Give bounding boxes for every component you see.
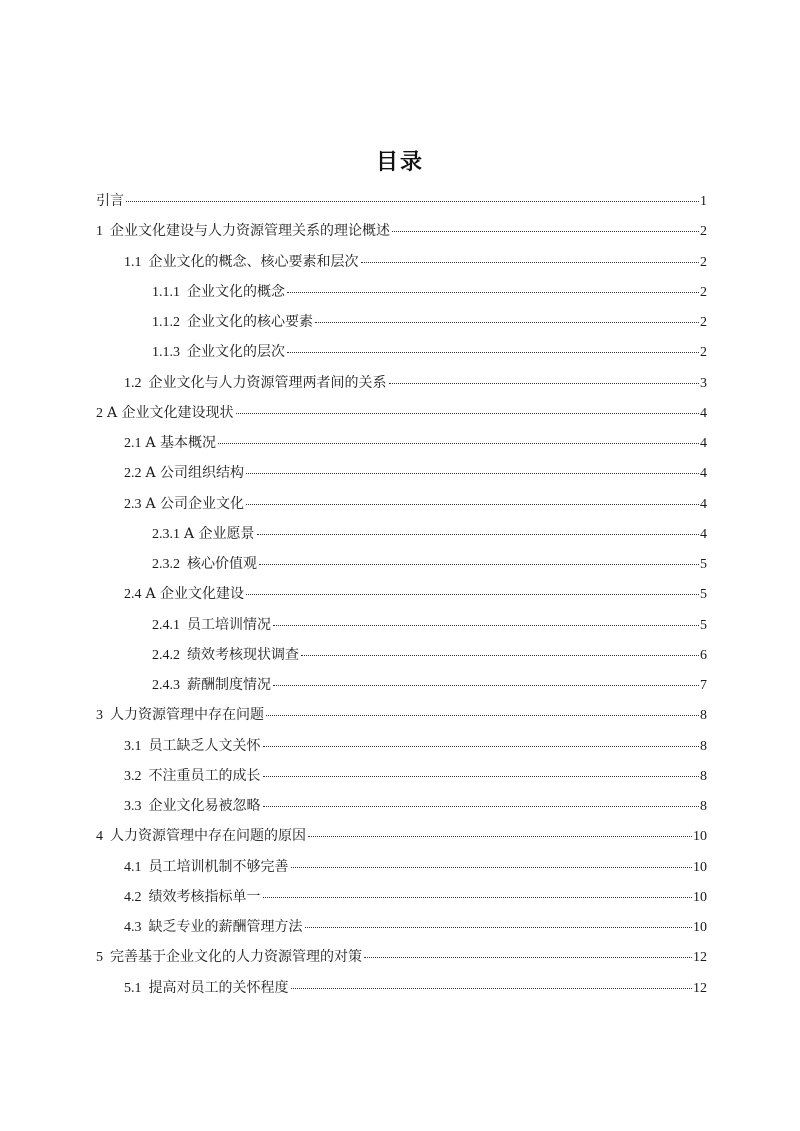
toc-entry-text: 完善基于企业文化的人力资源管理的对策: [110, 949, 362, 966]
dot-leader: [364, 943, 692, 958]
toc-entry-text: 企业文化易被忽略: [148, 798, 261, 814]
toc-entry-text: 核心价值观: [187, 556, 257, 572]
toc-entry-1-1-1[interactable]: [96, 279, 707, 309]
toc-entry-page: 10: [693, 889, 707, 905]
toc-entry-page: 4: [700, 526, 707, 542]
dot-leader: [287, 278, 699, 293]
toc-entry-number: 1.1.2: [152, 315, 180, 330]
toc-entry-number: 2.1: [124, 436, 142, 451]
toc-entry-5-1[interactable]: [96, 975, 707, 1005]
toc-entry-text: 员工培训情况: [187, 616, 271, 633]
dot-leader: [246, 490, 699, 505]
toc-entry-page: 2: [700, 254, 707, 270]
toc-entry-text: 不注重员工的成长: [148, 767, 261, 784]
toc-entry-page: 10: [693, 859, 707, 875]
toc-entry-text: A 企业文化建设: [145, 586, 245, 603]
toc-entry-text: 薪酬制度情况: [187, 677, 271, 693]
toc-entry-number: 4.2: [124, 889, 142, 905]
dot-leader: [263, 883, 693, 898]
toc-entry-page: 7: [700, 678, 707, 693]
toc-entry-number: 3: [96, 708, 103, 724]
toc-entry-text: 绩效考核现状调查: [187, 646, 299, 663]
dot-leader: [236, 399, 699, 414]
toc-entry-page: 8: [700, 738, 707, 754]
toc-entry-number: 1.1.1: [152, 284, 180, 300]
toc-entry-1-2[interactable]: [96, 370, 707, 400]
dot-leader: [266, 701, 699, 716]
toc-entry-number: 1.1: [124, 254, 142, 270]
toc-entry-2-2[interactable]: [96, 460, 707, 490]
toc-entry-text: 人力资源管理中存在问题: [110, 707, 264, 724]
dot-leader: [389, 369, 700, 384]
dot-leader: [291, 853, 693, 868]
toc-entry-page: 5: [700, 587, 707, 603]
toc-entry-number: 2.4: [124, 587, 142, 603]
toc-entry-1[interactable]: [96, 218, 707, 248]
toc-entry-number: 4.3: [124, 920, 142, 935]
toc-entry-3-3[interactable]: [96, 793, 707, 823]
dot-leader: [361, 248, 700, 263]
toc-entry-number: 2: [96, 405, 103, 421]
toc-entry-number: 5: [96, 950, 103, 966]
toc-entry-number: 2.2: [124, 466, 142, 482]
dot-leader: [263, 762, 700, 777]
toc-entry-text: 企业文化的核心要素: [187, 314, 313, 330]
toc-entry-2-4-2[interactable]: [96, 642, 707, 672]
toc-entry-page: 2: [700, 345, 707, 361]
toc-entry-page: 8: [700, 768, 707, 784]
toc-entry-page: 1: [700, 194, 707, 209]
toc-entry-1-1[interactable]: [96, 249, 707, 279]
dot-leader: [259, 550, 699, 565]
toc-entry-4[interactable]: [96, 823, 707, 853]
toc-entry-number: 3.3: [124, 799, 142, 814]
toc-entry-number: 2.3.1: [152, 526, 180, 542]
toc-entry-page: 2: [700, 315, 707, 330]
toc-entry-number: 2.4.3: [152, 678, 180, 693]
toc-entry-text: 企业文化与人力资源管理两者间的关系: [148, 374, 387, 391]
dot-leader: [263, 792, 700, 807]
toc-entry-page: 10: [693, 829, 707, 845]
toc-entry-4-1[interactable]: [96, 854, 707, 884]
toc-entry-4-2[interactable]: [96, 884, 707, 914]
toc-title: 目录: [375, 150, 424, 175]
toc-entry-page: 4: [700, 436, 707, 451]
toc-entry-page: 8: [700, 708, 707, 724]
toc-entry-text: A 企业文化建设现状: [107, 404, 234, 421]
toc-entry-page: 5: [700, 617, 707, 633]
toc-entry-1-1-2[interactable]: [96, 309, 707, 339]
toc-entry-number: 2.4.1: [152, 617, 180, 633]
toc-entry-text: 员工培训机制不够完善: [148, 858, 289, 875]
toc-entry-number: 3.1: [124, 738, 142, 754]
dot-leader: [315, 308, 699, 323]
dot-leader: [246, 580, 699, 595]
dot-leader: [305, 913, 693, 928]
toc-entry-2[interactable]: [96, 400, 707, 430]
toc-entry-1-1-3[interactable]: [96, 339, 707, 369]
toc-entry-2-4-3[interactable]: [96, 672, 707, 702]
toc-entry-text: A 公司企业文化: [145, 495, 245, 512]
toc-entry-text: 企业文化的层次: [187, 344, 285, 361]
toc-entry-text: A 企业愿景: [184, 525, 255, 542]
toc-entry-3-1[interactable]: [96, 733, 707, 763]
toc-entry-2-3-1[interactable]: [96, 521, 707, 551]
toc-entry-number: 5.1: [124, 980, 142, 996]
toc-entry-2-3[interactable]: [96, 491, 707, 521]
table-of-contents: [96, 188, 707, 1005]
toc-entry-page: 10: [693, 920, 707, 935]
dot-leader: [287, 338, 699, 353]
toc-entry-text: 员工缺乏人文关怀: [148, 737, 261, 754]
dot-leader: [273, 671, 699, 686]
toc-entry-number: 2.4.2: [152, 647, 180, 663]
toc-entry-number: 3.2: [124, 768, 142, 784]
toc-entry-3[interactable]: [96, 702, 707, 732]
toc-entry-text: 企业文化的概念、核心要素和层次: [148, 253, 359, 270]
dot-leader: [392, 217, 699, 232]
dot-leader: [308, 822, 692, 837]
dot-leader: [246, 459, 699, 474]
toc-entry-page: 12: [693, 950, 707, 966]
toc-entry-number: 1.2: [124, 375, 142, 391]
toc-entry-page: 2: [700, 224, 707, 240]
toc-entry-5[interactable]: [96, 944, 707, 974]
toc-entry-number: 2.3: [124, 496, 142, 512]
dot-leader: [291, 974, 693, 989]
toc-entry-page: 12: [693, 980, 707, 996]
dot-leader: [263, 732, 700, 747]
toc-entry-page: 8: [700, 799, 707, 814]
toc-entry-page: 2: [700, 284, 707, 300]
toc-entry-2-4[interactable]: [96, 581, 707, 611]
toc-entry-2-1[interactable]: [96, 430, 707, 460]
toc-entry-text: 绩效考核指标单一: [148, 888, 261, 905]
toc-entry-number: 4.1: [124, 859, 142, 875]
toc-entry-text: 引言: [96, 193, 124, 209]
toc-entry-text: A 公司组织结构: [145, 465, 245, 482]
toc-entry-number: 2.3.2: [152, 557, 180, 572]
dot-leader: [273, 611, 699, 626]
toc-entry-page: 4: [700, 405, 707, 421]
toc-entry-text: 缺乏专业的薪酬管理方法: [148, 919, 303, 935]
toc-entry-2-3-2[interactable]: [96, 551, 707, 581]
toc-entry-text: 人力资源管理中存在问题的原因: [110, 828, 306, 845]
toc-entry-text: 企业文化的概念: [187, 283, 285, 300]
dot-leader: [257, 520, 699, 535]
toc-entry-4-3[interactable]: [96, 914, 707, 944]
toc-entry-text: 企业文化建设与人力资源管理关系的理论概述: [110, 223, 390, 240]
toc-entry-page: 4: [700, 496, 707, 512]
toc-entry-page: 6: [700, 647, 707, 663]
dot-leader: [301, 641, 699, 656]
toc-entry-3-2[interactable]: [96, 763, 707, 793]
dot-leader: [218, 429, 699, 444]
toc-entry-number: 1: [96, 224, 103, 240]
toc-entry-page: 4: [700, 466, 707, 482]
toc-entry-introduction[interactable]: [96, 188, 707, 218]
toc-entry-page: 5: [700, 557, 707, 572]
dot-leader: [126, 187, 699, 202]
toc-entry-2-4-1[interactable]: [96, 612, 707, 642]
toc-entry-page: 3: [700, 375, 707, 391]
toc-entry-text: A 基本概况: [145, 435, 217, 451]
toc-entry-number: 4: [96, 829, 103, 845]
toc-entry-number: 1.1.3: [152, 345, 180, 361]
toc-entry-text: 提高对员工的关怀程度: [148, 979, 289, 996]
